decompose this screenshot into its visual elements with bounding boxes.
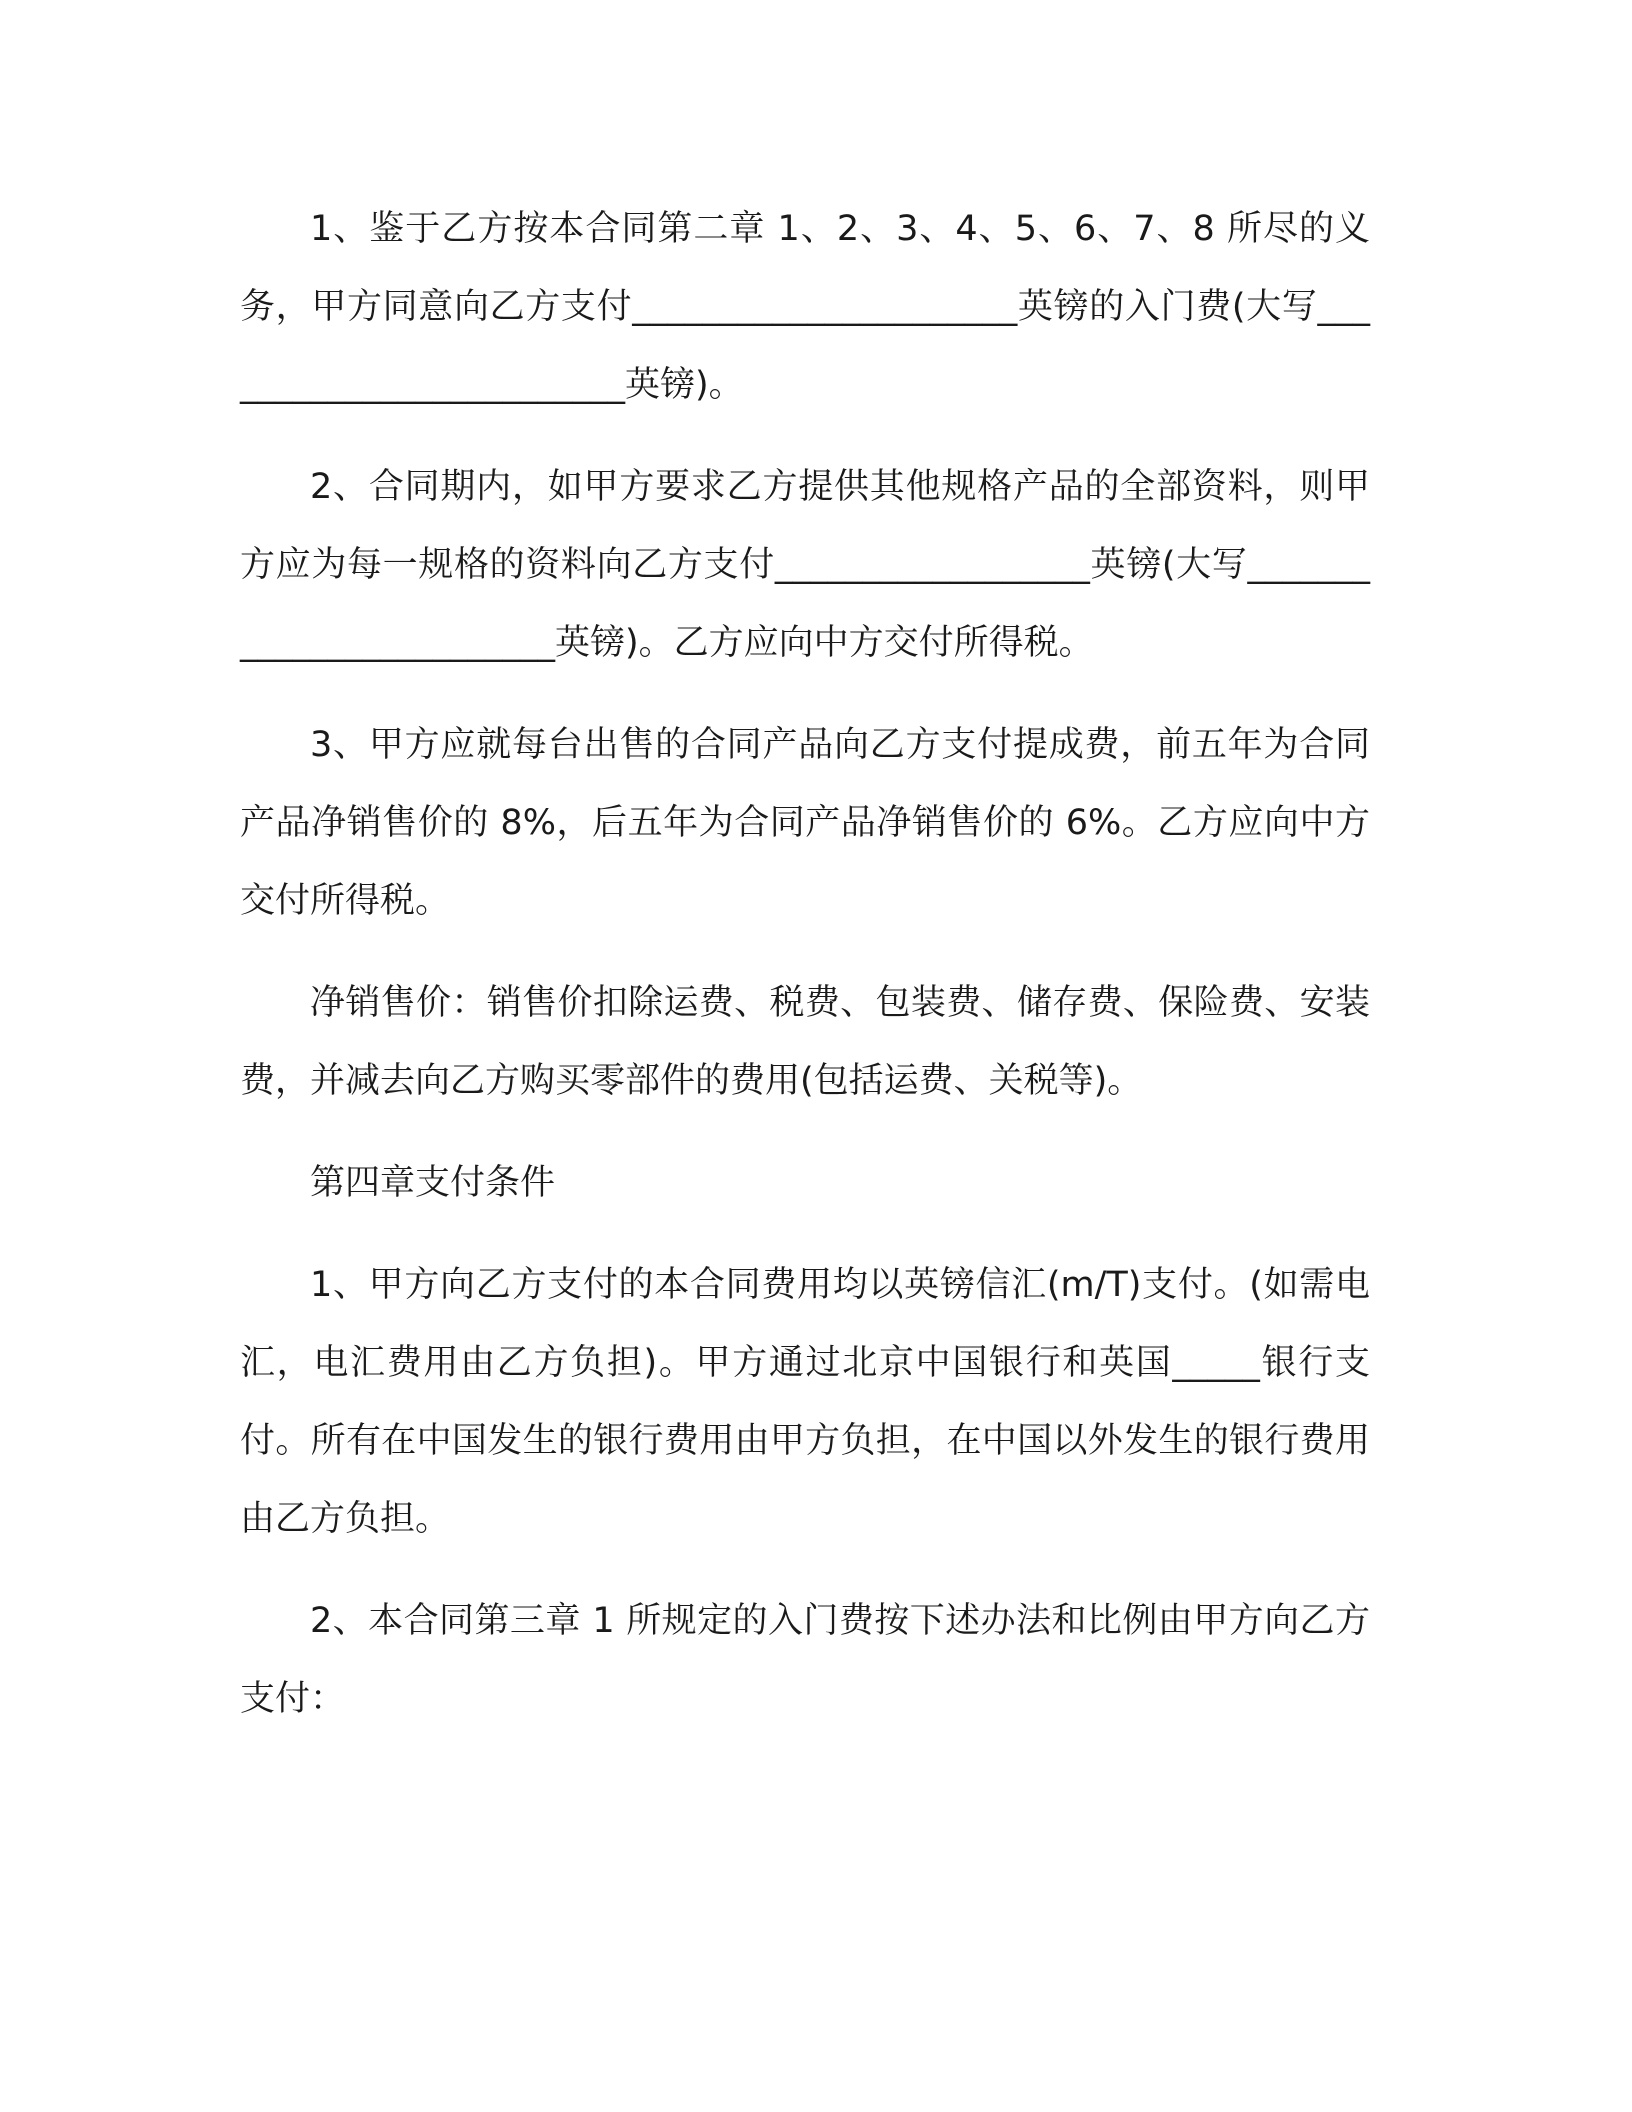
clause-entry-fee: 1、鉴于乙方按本合同第二章 1、2、3、4、5、6、7、8 所尽的义务，甲方同意向乙方支付______________________英镑的入门费(大写_________________________英镑)。 bbox=[240, 209, 1370, 405]
document-body bbox=[240, 190, 1370, 1738]
chapter-heading: 第四章支付条件 bbox=[310, 1163, 556, 1203]
clause-net-price-definition: 净销售价：销售价扣除运费、税费、包装费、储存费、保险费、安装费，并减去向乙方购买零部件的费用(包括运费、关税等)。 bbox=[240, 983, 1370, 1101]
clause-spec-data-fee: 2、合同期内，如甲方要求乙方提供其他规格产品的全部资料，则甲方应为每一规格的资料向乙方支付__________________英镑(大写_________________________英镑)。乙方应向中方交付所得税。 bbox=[240, 467, 1370, 663]
clause-payment-method: 1、甲方向乙方支付的本合同费用均以英镑信汇(m/T)支付。(如需电汇，电汇费用由乙方负担)。甲方通过北京中国银行和英国_____银行支付。所有在中国发生的银行费用由甲方负担，在中国以外发生的银行费用由乙方负担。 bbox=[240, 1265, 1370, 1539]
clause-royalty: 3、甲方应就每台出售的合同产品向乙方支付提成费，前五年为合同产品净销售价的 8%，后五年为合同产品净销售价的 6%。乙方应向中方交付所得税。 bbox=[240, 725, 1370, 921]
clause-entry-fee-payment: 2、本合同第三章 1 所规定的入门费按下述办法和比例由甲方向乙方支付： bbox=[240, 1601, 1370, 1719]
